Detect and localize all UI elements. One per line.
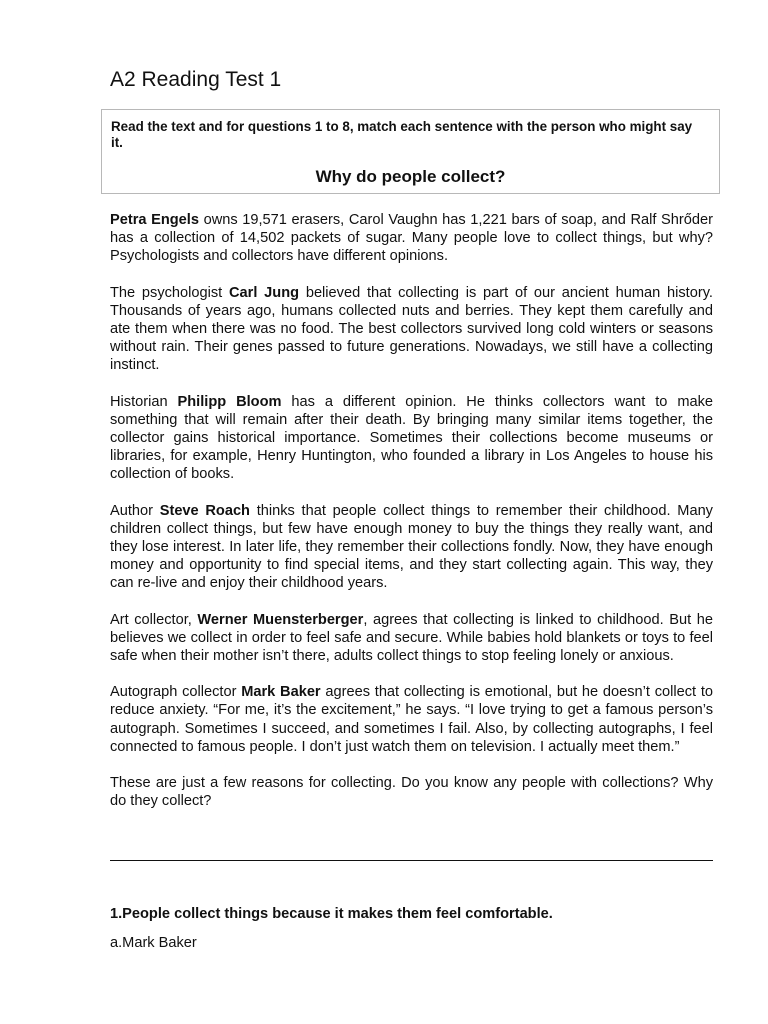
paragraph-6 [110, 683, 713, 756]
paragraph-3-pre: Historian [110, 393, 178, 410]
person-name-petra-engels: Petra Engels [110, 212, 199, 228]
instructions-text: Read the text and for questions 1 to 8, match each sentence with the person who might say it. [111, 119, 693, 150]
page-title: A2 Reading Test 1 [110, 68, 282, 91]
paragraph-5-pre: Art collector, [110, 611, 198, 628]
person-name-mark-baker: Mark Baker [241, 684, 321, 701]
paragraph-4-text: thinks that people collect things to remember their childhood. Many children collect things, but few have enough money to buy the things they really want, and they lose interest. In later life, they remember their collections fondly. Now, they have enough money and opportunity to find special items, and they start collecting again. This way, they can re-live and enjoy their childhood years. [110, 502, 713, 592]
person-name-philipp-bloom: Philipp Bloom [177, 393, 282, 410]
paragraph-3 [110, 393, 713, 484]
paragraph-4 [110, 502, 713, 593]
article-heading: Why do people collect? [315, 167, 506, 186]
section-divider [110, 860, 713, 861]
instruction-box [101, 109, 720, 194]
person-name-carl-jung: Carl Jung [229, 284, 300, 301]
paragraph-4-pre: Author [110, 502, 160, 519]
paragraph-2-pre: The psychologist [110, 284, 230, 301]
paragraph-6-text: agrees that collecting is emotional, but he doesn’t collect to reduce anxiety. “For me, it’s the excitement,” he says. “I love trying to get a famous person’s autograph. Sometimes I succeed, and sometimes I fail. Also, by collecting autographs, I feel connected to famous people. I don’t just watch them on television. I actually meet them.” [110, 684, 713, 755]
paragraph-5-text: , agrees that collecting is linked to childhood. But he believes we collect in order to feel safe and secure. While babies hold blankets or toys to feel safe when their mother isn’t there, adults collect things to stop feeling lonely or anxious. [110, 611, 713, 665]
person-name-steve-roach: Steve Roach [159, 502, 250, 519]
paragraph-2 [110, 284, 713, 375]
closing-paragraph: These are just a few reasons for collecting. Do you know any people with collections? Why do they collect? [110, 775, 713, 810]
question-1: 1.People collect things because it makes them feel comfortable. [110, 906, 553, 922]
paragraph-1-text: owns 19,571 erasers, Carol Vaughn has 1,221 bars of soap, and Ralf Shrőder has a collection of 14,502 packets of sugar. Many people love to collect things, but why? Psychologists and collectors have different opinions. [110, 212, 713, 265]
paragraph-6-pre: Autograph collector [110, 684, 242, 701]
paragraph-3-text: has a different opinion. He thinks collectors want to make something that will remain after their death. By bringing many similar items together, the collector gains historical importance. Sometimes their collections become museums or libraries, for example, Henry Huntington, who founded a library in Los Angeles to house his collection of books. [110, 393, 713, 483]
answer-option-a: a.Mark Baker [110, 935, 197, 951]
article-body [110, 211, 713, 810]
paragraph-5 [110, 611, 713, 666]
paragraph-2-text: believed that collecting is part of our ancient human history. Thousands of years ago, humans collected nuts and berries. They kept them carefully and ate them when there was no food. The best collectors survived long cold winters or seasons without rain. Their genes passed to future generations. Nowadays, we still have a collecting instinct. [110, 284, 713, 374]
person-name-werner-muensterberger: Werner Muensterberger [197, 611, 364, 628]
paragraph-1 [110, 211, 713, 266]
